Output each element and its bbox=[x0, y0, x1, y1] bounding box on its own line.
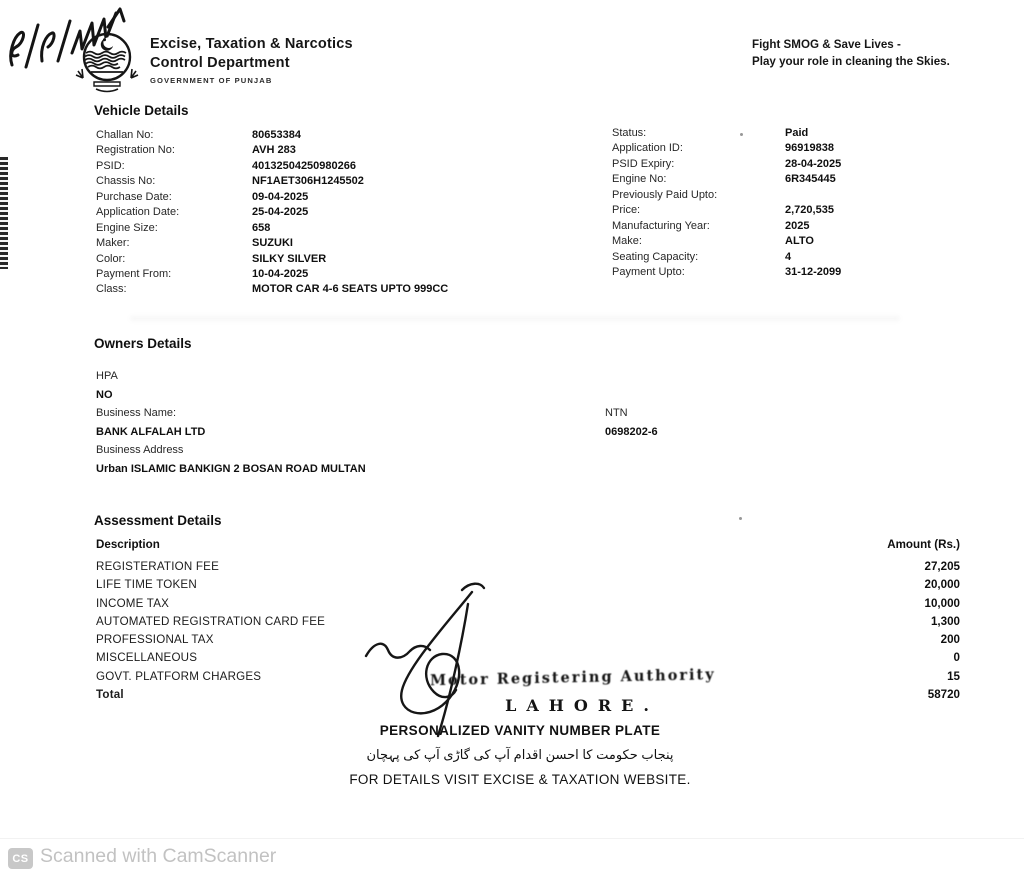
scan-edge-artifact bbox=[0, 157, 8, 269]
owners-details-fields bbox=[96, 367, 366, 478]
assessment-row bbox=[96, 651, 960, 669]
description-column-header: Description bbox=[96, 538, 160, 551]
fee-amount: 27,205 bbox=[924, 560, 960, 573]
assessment-row bbox=[96, 560, 960, 578]
camscanner-badge-icon: CS bbox=[8, 848, 33, 869]
scan-noise bbox=[739, 517, 742, 520]
fee-description: GOVT. PLATFORM CHARGES bbox=[96, 669, 262, 683]
fee-description: MISCELLANEOUS bbox=[96, 651, 198, 665]
fee-description: REGISTERATION FEE bbox=[96, 560, 219, 573]
smog-slogan-line1: Fight SMOG & Save Lives - bbox=[752, 38, 901, 51]
vehicle-details-title: Vehicle Details bbox=[94, 103, 189, 118]
owners-details-title: Owners Details bbox=[94, 336, 192, 351]
fee-amount: 200 bbox=[940, 633, 960, 647]
assessment-row bbox=[96, 633, 960, 651]
department-name-line2: Control Department bbox=[150, 54, 290, 71]
business-name-value: BANK ALFALAH LTD bbox=[96, 425, 206, 438]
field-label: Class: bbox=[96, 283, 127, 296]
urdu-slogan: پنجاب حکومت کا احسن اقدام آپ کی گاڑی آپ کی پہچان bbox=[366, 747, 674, 762]
vehicle-details-left-column bbox=[96, 129, 448, 299]
vehicle-field-row bbox=[612, 266, 841, 281]
vehicle-field-row bbox=[96, 206, 448, 221]
field-label: PSID: bbox=[96, 159, 125, 172]
signature-icon bbox=[352, 578, 502, 743]
assessment-row bbox=[96, 578, 960, 596]
field-value: 25-04-2025 bbox=[252, 206, 309, 219]
fee-description: PROFESSIONAL TAX bbox=[96, 633, 214, 647]
vehicle-field-row bbox=[612, 127, 841, 142]
field-value: 4 bbox=[785, 250, 792, 263]
assessment-row bbox=[96, 597, 960, 615]
field-label: Application Date: bbox=[96, 206, 180, 219]
camscanner-watermark: Scanned with CamScanner bbox=[40, 845, 277, 867]
vehicle-field-row bbox=[96, 160, 448, 175]
field-label: Engine No: bbox=[612, 173, 667, 186]
vanity-plate-notice: PERSONALIZED VANITY NUMBER PLATE bbox=[379, 723, 661, 738]
vehicle-field-row bbox=[96, 144, 448, 159]
field-value: SILKY SILVER bbox=[252, 252, 327, 265]
field-label: Status: bbox=[612, 127, 647, 139]
business-address-label: Business Address bbox=[96, 444, 184, 456]
field-label: Registration No: bbox=[96, 144, 175, 157]
department-header bbox=[150, 35, 353, 85]
fee-description: LIFE TIME TOKEN bbox=[96, 578, 197, 592]
vehicle-field-row bbox=[612, 189, 841, 204]
field-value: 2025 bbox=[785, 219, 810, 232]
smog-slogan bbox=[752, 37, 950, 70]
field-label: Manufacturing Year: bbox=[612, 219, 710, 232]
amount-column-header: Amount (Rs.) bbox=[887, 538, 960, 551]
field-value: NF1AET306H1245502 bbox=[252, 175, 364, 188]
vehicle-field-row bbox=[96, 222, 448, 237]
field-label: Seating Capacity: bbox=[612, 250, 699, 263]
field-value: 31-12-2099 bbox=[785, 265, 842, 278]
field-label: Application ID: bbox=[612, 142, 683, 155]
field-label: Previously Paid Upto: bbox=[612, 188, 718, 201]
fee-amount: 10,000 bbox=[924, 596, 960, 610]
field-value: ALTO bbox=[785, 235, 814, 248]
field-label: Purchase Date: bbox=[96, 190, 172, 203]
ntn-label: NTN bbox=[605, 407, 628, 419]
field-label: Engine Size: bbox=[96, 221, 158, 234]
field-label: Price: bbox=[612, 204, 641, 217]
field-value: 658 bbox=[252, 221, 271, 234]
punjab-crest-icon bbox=[74, 26, 140, 94]
vehicle-field-row bbox=[612, 220, 841, 235]
assessment-table-header bbox=[96, 538, 960, 551]
stamp-city-lahore: LAHORE. bbox=[505, 696, 659, 715]
government-of-punjab-label: GOVERNMENT OF PUNJAB bbox=[150, 76, 273, 85]
vehicle-field-row bbox=[612, 158, 841, 173]
field-label: Maker: bbox=[96, 237, 130, 250]
field-value: SUZUKI bbox=[252, 237, 293, 250]
field-value: Paid bbox=[785, 127, 809, 139]
vehicle-field-row bbox=[612, 235, 841, 250]
vehicle-field-row bbox=[612, 251, 841, 266]
vehicle-field-row bbox=[612, 142, 841, 157]
vehicle-details-right-column bbox=[612, 127, 841, 281]
hpa-value: NO bbox=[96, 388, 113, 401]
department-name-line1: Excise, Taxation & Narcotics bbox=[150, 36, 353, 52]
business-address-value: Urban ISLAMIC BANKIGN 2 BOSAN ROAD MULTAN bbox=[96, 462, 366, 475]
field-value: MOTOR CAR 4-6 SEATS UPTO 999CC bbox=[252, 283, 449, 296]
field-value: 96919838 bbox=[785, 142, 834, 155]
vehicle-field-row bbox=[96, 237, 448, 252]
website-notice: FOR DETAILS VISIT EXCISE & TAXATION WEBSITE. bbox=[349, 772, 691, 787]
field-label: Payment Upto: bbox=[612, 265, 685, 278]
total-amount: 58720 bbox=[927, 688, 960, 702]
vehicle-field-row bbox=[96, 191, 448, 206]
vehicle-field-row bbox=[96, 175, 448, 190]
fee-description: INCOME TAX bbox=[96, 596, 170, 610]
field-value: 28-04-2025 bbox=[785, 157, 842, 170]
scan-noise bbox=[130, 316, 900, 321]
fee-amount: 1,300 bbox=[930, 614, 960, 628]
hpa-label: HPA bbox=[96, 370, 118, 382]
field-value: AVH 283 bbox=[252, 144, 296, 157]
vehicle-field-row bbox=[96, 253, 448, 268]
vehicle-field-row bbox=[612, 173, 841, 188]
field-value: 10-04-2025 bbox=[252, 267, 309, 280]
field-label: PSID Expiry: bbox=[612, 157, 675, 170]
ntn-field bbox=[605, 404, 658, 441]
ntn-value: 0698202-6 bbox=[605, 425, 658, 438]
field-label: Make: bbox=[612, 235, 642, 248]
vehicle-field-row bbox=[612, 204, 841, 219]
field-label: Challan No: bbox=[96, 129, 154, 141]
registering-authority-stamp: Motor Registering Authority bbox=[430, 666, 716, 690]
assessment-details-title: Assessment Details bbox=[94, 513, 222, 528]
business-name-label: Business Name: bbox=[96, 407, 177, 419]
fee-amount: 15 bbox=[947, 669, 960, 683]
field-value: 6R345445 bbox=[785, 173, 836, 186]
field-label: Payment From: bbox=[96, 267, 172, 280]
total-label: Total bbox=[96, 688, 124, 702]
fee-amount: 20,000 bbox=[924, 578, 960, 592]
field-value: 40132504250980266 bbox=[252, 159, 357, 172]
fee-amount: 0 bbox=[953, 651, 960, 665]
fee-description: AUTOMATED REGISTRATION CARD FEE bbox=[96, 614, 326, 628]
field-value: 09-04-2025 bbox=[252, 190, 309, 203]
vehicle-field-row bbox=[96, 129, 448, 144]
assessment-row bbox=[96, 615, 960, 633]
field-value: 2,720,535 bbox=[785, 204, 834, 217]
field-label: Color: bbox=[96, 252, 126, 265]
vehicle-field-row bbox=[96, 283, 448, 298]
field-label: Chassis No: bbox=[96, 175, 156, 188]
smog-slogan-line2: Play your role in cleaning the Skies. bbox=[752, 54, 950, 68]
vehicle-field-row bbox=[96, 268, 448, 283]
field-value: 80653384 bbox=[252, 129, 301, 141]
